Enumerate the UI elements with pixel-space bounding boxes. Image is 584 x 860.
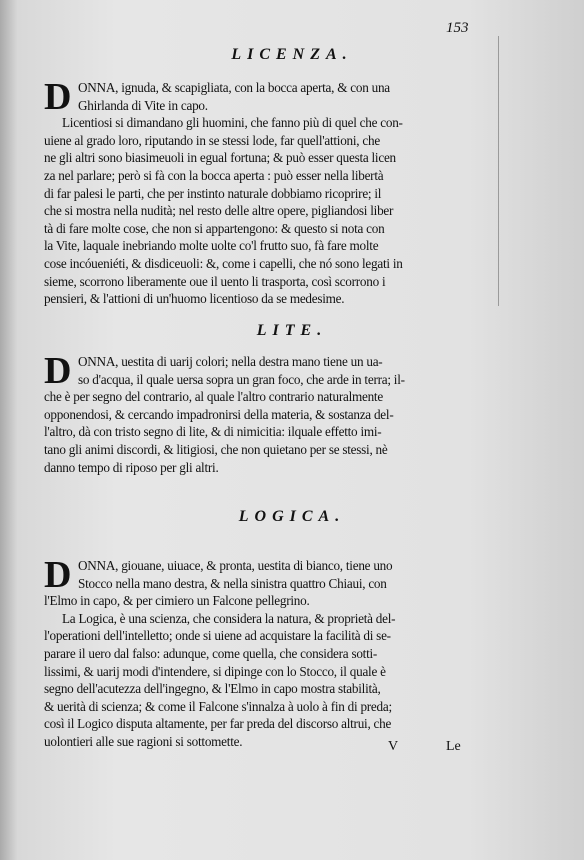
text-line: l'Elmo in capo, & per cimiero un Falcone pellegrino.	[44, 593, 310, 609]
heading-logica: LOGICA.	[238, 508, 346, 525]
dropcap-lite: D	[44, 350, 72, 392]
page-number: 153	[446, 20, 469, 36]
text-line: uiene al grado loro, riputando in se stessi lode, far quell'attioni, che	[44, 132, 380, 148]
text-line: La Logica, è una scienza, che considera la natura, & proprietà del-	[62, 610, 396, 626]
text-line: ONNA, giouane, uiuace, & pronta, uestita di bianco, tiene uno	[78, 558, 393, 573]
text-line: tà di fare molte cose, che non si appartengono: & questo si nota con	[44, 220, 385, 236]
text-line: opponendosi, & cercando impadronirsi della materia, & sostanza del-	[44, 406, 394, 422]
text-line: Ghirlanda di Vite in capo.	[78, 97, 208, 113]
dropcap-logica: D	[44, 554, 72, 596]
text-line: ONNA, uestita di uarij colori; nella destra mano tiene un ua-	[78, 354, 383, 369]
text-line: uolontieri alle sue ragioni si sottomette.	[44, 733, 243, 749]
section-licenza	[44, 76, 486, 308]
text-line: & uerità di scienza; & come il Falcone s'innalza à uolo à fin di preda;	[44, 698, 392, 714]
section-lite	[44, 350, 486, 476]
text-line: tano gli animi discordi, & litigiosi, che non quietano per se stessi, nè	[44, 441, 388, 457]
signature-mark: V	[388, 739, 399, 754]
text-line: la Vite, laquale inebriando molte uolte co'l frutto suo, fà fare molte	[44, 238, 379, 254]
text-line: cose incóueniéti, & disdiceuoli: &, come i capelli, che nó sono legati in	[44, 255, 403, 271]
heading-lite: LITE.	[256, 322, 328, 339]
bleed-through-rule	[498, 36, 499, 306]
text-line: segno dell'acutezza dell'ingegno, & l'Elmo in capo mostra stabilità,	[44, 681, 381, 697]
text-line: così il Logico disputa altamente, per far preda del discorso altrui, che	[44, 716, 392, 732]
text-line: Stocco nella mano destra, & nella sinistra quattro Chiaui, con	[78, 575, 387, 591]
text-line: che è per segno del contrario, al quale l'altro contrario naturalmente	[44, 389, 383, 405]
text-line: za nel parlare; però si fà con la bocca aperta : può esser nella libertà	[44, 167, 384, 183]
text-line: l'operationi dell'intelletto; onde si uiene ad acquistare la facilità di se-	[44, 628, 391, 644]
dropcap-licenza: D	[44, 76, 72, 118]
text-line: danno tempo di riposo per gli altri.	[44, 459, 219, 475]
text-line: Licentiosi si dimandano gli huomini, che fanno più di quel che con-	[62, 115, 403, 131]
text-line: l'altro, dà con tristo segno di lite, & di nimicitia: ilquale effetto imi-	[44, 424, 382, 440]
text-line: di far palesi le parti, che per instinto naturale dobbiamo ricoprire; il	[44, 185, 382, 201]
text-line: sieme, scorrono liberamente oue il uento li trasporta, così scorrono i	[44, 273, 386, 289]
text-line: ne gli altri sono biasimeuoli in egual fortuna; & può esser questa licen	[44, 150, 396, 166]
text-line: parare il uero dal falso: adunque, come quella, che considera sotti-	[44, 645, 378, 661]
text-line: so d'acqua, il quale uersa sopra un gran foco, che arde in terra; il-	[78, 371, 405, 387]
catchword: Le	[446, 739, 461, 754]
text-line: lissimi, & uarij modi d'intendere, si dipinge con lo Stocco, il quale è	[44, 663, 386, 679]
heading-licenza: LICENZA.	[231, 46, 353, 63]
text-line: che si mostra nella nudità; nel resto delle altre opere, pigliandosi liber	[44, 203, 394, 219]
text-line: ONNA, ignuda, & scapigliata, con la bocca aperta, & con una	[78, 80, 390, 95]
section-logica	[44, 554, 486, 751]
text-line: pensieri, & l'attioni di un'huomo licentioso da se medesime.	[44, 291, 345, 307]
